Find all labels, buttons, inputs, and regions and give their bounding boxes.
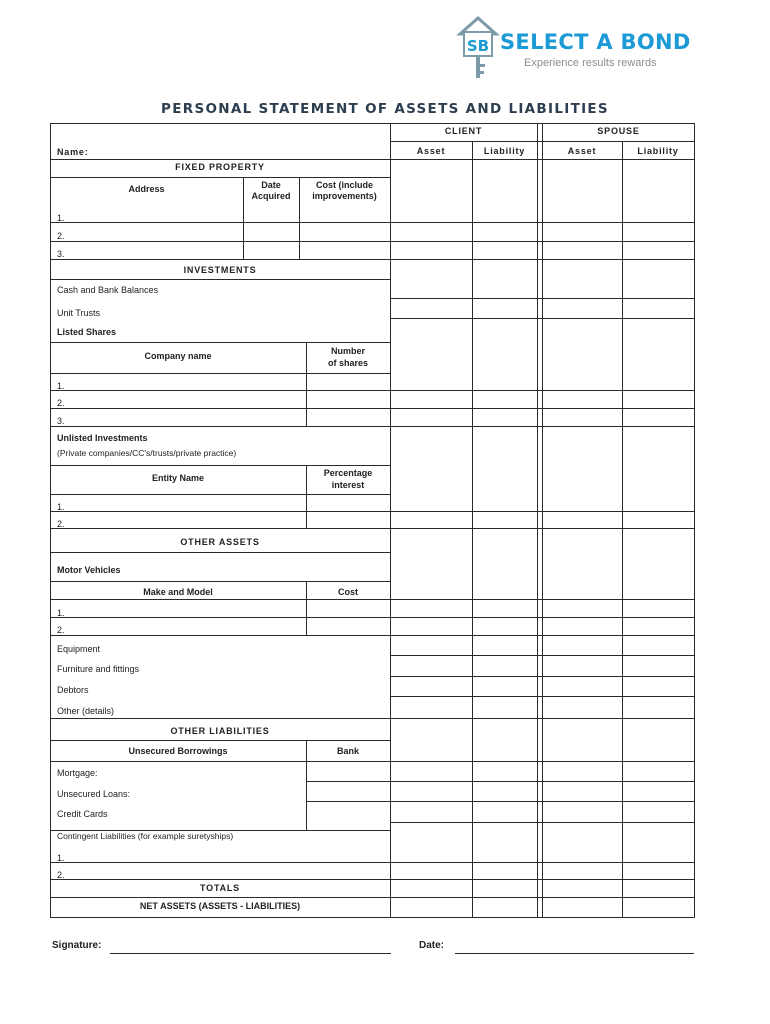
share-row-3: 3.: [57, 416, 65, 426]
share-row-1: 1.: [57, 381, 65, 391]
unlisted-label: Unlisted Investments: [57, 433, 148, 443]
cash-label: Cash and Bank Balances: [57, 285, 159, 295]
mortgage-label: Mortgage:: [57, 768, 98, 778]
client-header: CLIENT: [444, 126, 483, 136]
percentage-header-2: interest: [331, 480, 365, 490]
cost-header-1: Cost (include: [315, 180, 373, 190]
unlisted-note: (Private companies/CC's/trusts/private practice): [57, 448, 237, 458]
liability-row-1: 1.: [57, 853, 65, 863]
client-liability-header: Liability: [483, 146, 526, 156]
brand-name: SELECT A BOND: [500, 30, 691, 54]
client-asset-header: Asset: [416, 146, 446, 156]
house-key-icon: [456, 14, 500, 84]
liability-row-2: 2.: [57, 870, 65, 880]
brand-logo: [456, 14, 500, 84]
entity-row-2: 2.: [57, 519, 65, 529]
property-row-3: 3.: [57, 249, 65, 259]
credit-cards-label: Credit Cards: [57, 809, 108, 819]
debtors-label: Debtors: [57, 685, 89, 695]
spouse-header: SPOUSE: [597, 126, 640, 136]
fixed-property-heading: FIXED PROPERTY: [175, 162, 265, 172]
brand-tagline: Experience results rewards: [524, 57, 657, 69]
name-label: Name:: [57, 147, 89, 157]
date-acquired-header-1: Date: [261, 180, 281, 190]
other-assets-heading: OTHER ASSETS: [180, 537, 260, 547]
other-details-label: Other (details): [57, 706, 115, 716]
net-assets-label: NET ASSETS (ASSETS - LIABILITIES): [139, 901, 301, 911]
equipment-label: Equipment: [57, 644, 101, 654]
signature-field[interactable]: [110, 953, 391, 954]
page-title: PERSONAL STATEMENT OF ASSETS AND LIABILITIES: [161, 101, 609, 117]
unsecured-borrowings-header: Unsecured Borrowings: [128, 746, 228, 756]
other-liabilities-heading: OTHER LIABILITIES: [170, 726, 270, 736]
number-header-2: of shares: [327, 358, 369, 368]
property-row-1: 1.: [57, 213, 65, 223]
cost-header-2: improvements): [312, 191, 377, 201]
address-header: Address: [128, 184, 165, 194]
svg-text:SB: SB: [466, 37, 490, 55]
unit-trusts-label: Unit Trusts: [57, 308, 101, 318]
listed-shares-label: Listed Shares: [57, 327, 117, 337]
make-model-header: Make and Model: [143, 587, 213, 597]
motor-vehicles-label: Motor Vehicles: [57, 565, 121, 575]
date-label: Date:: [419, 940, 445, 951]
date-acquired-header-2: Acquired: [251, 191, 291, 201]
entity-row-1: 1.: [57, 502, 65, 512]
number-header-1: Number: [330, 346, 365, 356]
bank-header: Bank: [336, 746, 359, 756]
vehicle-row-1: 1.: [57, 608, 65, 618]
entity-name-header: Entity Name: [151, 473, 204, 483]
company-name-header: Company name: [144, 351, 212, 361]
vehicle-row-2: 2.: [57, 625, 65, 635]
investments-heading: INVESTMENTS: [183, 265, 257, 275]
percentage-header-1: Percentage: [323, 468, 373, 478]
spouse-liability-header: Liability: [637, 146, 679, 156]
totals-label: TOTALS: [200, 883, 240, 893]
share-row-2: 2.: [57, 398, 65, 408]
date-field[interactable]: [455, 953, 694, 954]
signature-label: Signature:: [52, 940, 102, 951]
spouse-asset-header: Asset: [567, 146, 597, 156]
contingent-label: Contingent Liabilities (for example suretyships): [57, 831, 234, 841]
property-row-2: 2.: [57, 231, 65, 241]
unsecured-loans-label: Unsecured Loans:: [57, 789, 131, 799]
vehicle-cost-header: Cost: [338, 587, 358, 597]
furniture-label: Furniture and fittings: [57, 664, 140, 674]
